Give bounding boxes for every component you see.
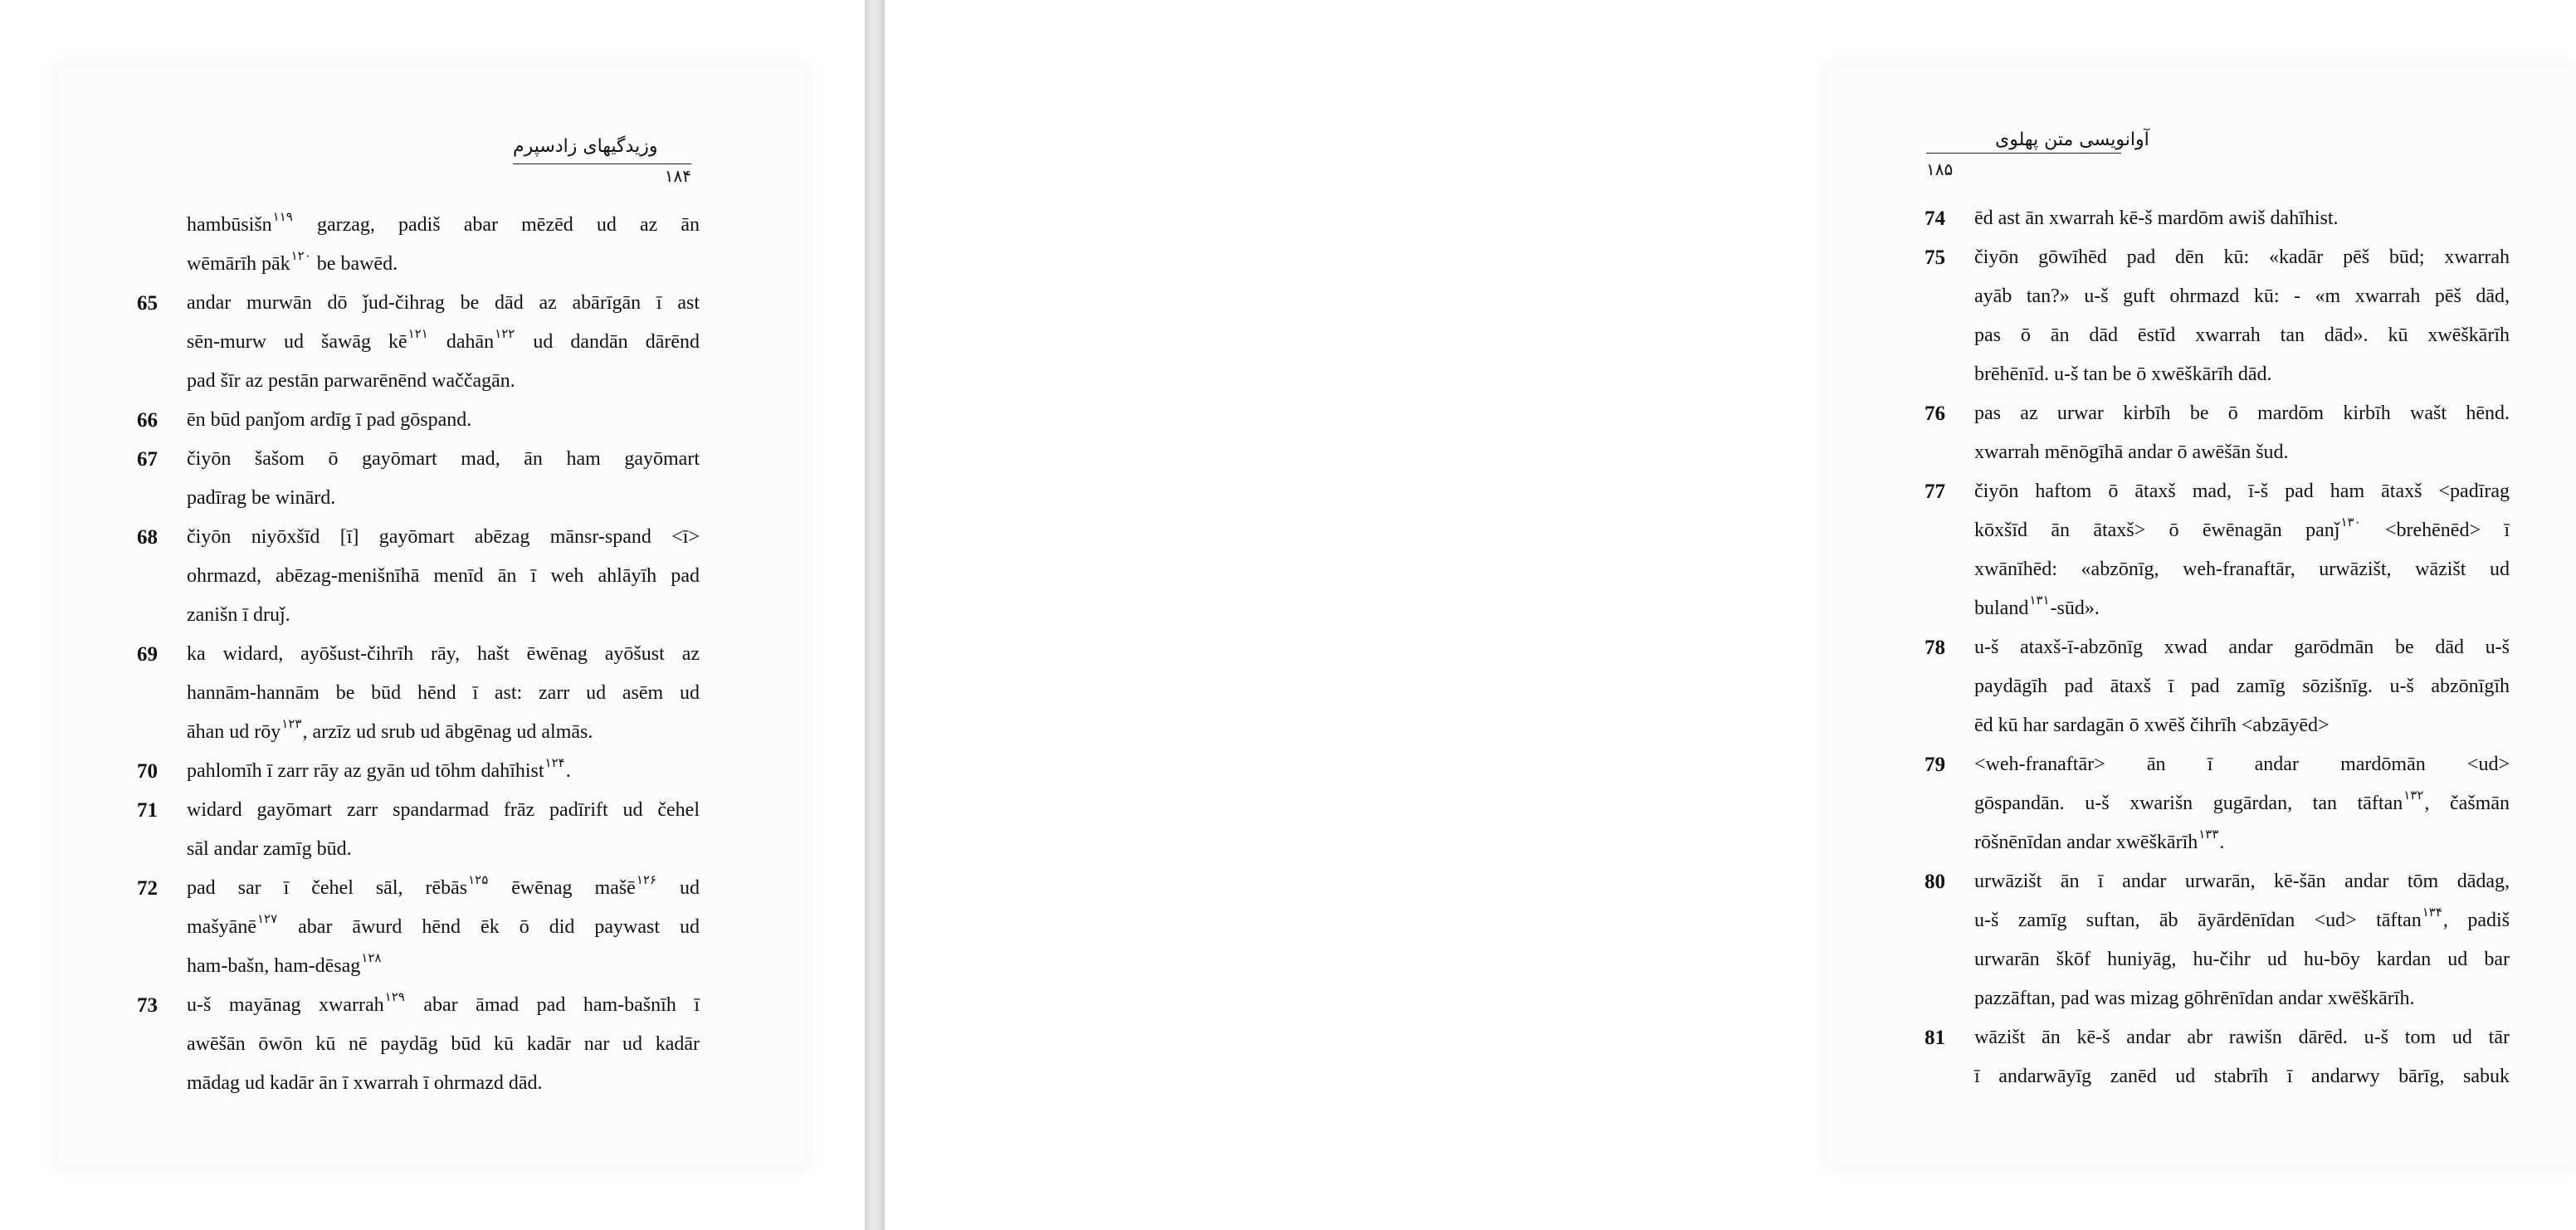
footnote-marker[interactable]: ۱۱۹ <box>272 209 293 224</box>
text-line: sāl andar zamīg būd. <box>187 838 352 860</box>
footnote-marker[interactable]: ۱۲۴ <box>544 755 565 770</box>
verse-number: 65 <box>137 292 158 315</box>
verse-number: 72 <box>137 877 158 900</box>
text-line: gōspandān. u-š xwarišn gugārdan, tan tāftan$^{۱۳۲}$, čašmān <box>1974 788 2510 814</box>
text-line: pad šīr az pestān parwarēnēnd waččagān. <box>187 370 515 392</box>
text-line: āhan ud rōy$^{۱۲۳}$, arzīz ud srub ud ābgēnag ud almās. <box>187 716 593 743</box>
verse-number: 73 <box>137 994 158 1017</box>
text-line: padīrag be winārd. <box>187 487 336 509</box>
text-line: xwarrah mēnōgīhā andar ō awēšān šud. <box>1974 442 2289 463</box>
footnote-marker[interactable]: ۱۲۰ <box>290 248 311 263</box>
footnote-marker[interactable]: ۱۳۲ <box>2403 788 2424 803</box>
text-line: u-š ataxš-ī-abzōnīg xwad andar garōdmān be dād u-š <box>1974 637 2510 658</box>
text-line: sēn-murw ud šawāg kē$^{۱۲۱}$ dahān$^{۱۲۲}$ ud dandān dārēnd <box>187 326 700 353</box>
text-line: pas ō ān dād ēstīd xwarrah tan dād». kū xwēškārīh <box>1974 325 2510 346</box>
text-line: mašyānē$^{۱۲۷}$ abar āwurd hēnd ēk ō did paywast ud <box>187 911 700 938</box>
verse-number: 74 <box>1925 207 1945 230</box>
verse-number: 70 <box>137 760 158 783</box>
verse-number: 80 <box>1925 871 1945 893</box>
text-line: paydāgīh pad ātaxš ī pad zamīg sōzišnīg. u-š abzōnīgīh <box>1974 676 2510 697</box>
footnote-marker[interactable]: ۱۳۳ <box>2198 827 2219 842</box>
right-page-scan <box>1829 66 2576 1166</box>
footnote-marker[interactable]: ۱۲۱ <box>407 326 428 341</box>
text-line: wēmārīh pāk$^{۱۲۰}$ be bawēd. <box>187 248 398 275</box>
footnote-marker[interactable]: ۱۲۸ <box>361 950 382 965</box>
text-line: pas az urwar kirbīh be ō mardōm kirbīh wašt hēnd. <box>1974 403 2510 424</box>
text-line: čiyōn haftom ō ātaxš mad, ī-š pad ham ātaxš <padīrag <box>1974 481 2510 502</box>
text-line: hannām-hannām be būd hēnd ī ast: zarr ud asēm ud <box>187 682 700 704</box>
verse-number: 78 <box>1925 637 1945 659</box>
footnote-marker[interactable]: ۱۲۹ <box>384 989 405 1004</box>
text-line: awēšān ōwōn kū nē paydāg būd kū kadār nar ud kadār <box>187 1033 700 1055</box>
text-line: u-š mayānag xwarrah$^{۱۲۹}$ abar āmad pad ham-bašnīh ī <box>187 989 700 1016</box>
right-header-rule <box>1926 153 2121 154</box>
verse-number: 77 <box>1925 481 1945 503</box>
text-line: ka widard, ayōšust-čihrīh rāy, hašt ēwēnag ayōšust az <box>187 643 700 665</box>
verse-number: 67 <box>137 448 158 471</box>
verse-number: 79 <box>1925 754 1945 776</box>
footnote-marker[interactable]: ۱۳۰ <box>2340 515 2361 530</box>
text-line: u-š zamīg suftan, āb āyārdēnīdan <ud> tāftan$^{۱۳۴}$, padiš <box>1974 905 2510 931</box>
text-line: brēhēnīd. u-š tan be ō xwēškārīh dād. <box>1974 364 2272 385</box>
text-line: hambūsišn$^{۱۱۹}$ garzag, padiš abar mēzēd ud az ān <box>187 209 700 236</box>
footnote-marker[interactable]: ۱۲۵ <box>468 872 489 887</box>
footnote-marker[interactable]: ۱۲۳ <box>281 716 302 731</box>
footnote-marker[interactable]: ۱۲۲ <box>495 326 515 341</box>
verse-number: 71 <box>137 799 158 822</box>
verse-number: 68 <box>137 526 158 549</box>
left-page-number: ۱۸۴ <box>664 166 691 186</box>
text-line: ēn būd panǰom ardīg ī pad gōspand. <box>187 409 472 431</box>
text-line: čiyōn niyōxšīd [ī] gayōmart abēzag mānsr-spand <ī> <box>187 526 700 548</box>
left-running-head: وزیدگیهای زادسپرم <box>513 136 658 157</box>
footnote-marker[interactable]: ۱۳۴ <box>2422 905 2442 920</box>
text-line: zanišn ī druǰ. <box>187 604 290 626</box>
text-line: čiyōn gōwīhēd pad dēn kū: «kadār pēš būd; xwarrah <box>1974 246 2510 268</box>
text-line: pad sar ī čehel sāl, rēbās$^{۱۲۵}$ ēwēnag mašē$^{۱۲۶}$ ud <box>187 872 700 899</box>
text-line: rōšnēnīdan andar xwēškārīh$^{۱۳۳}$. <box>1974 827 2225 853</box>
text-line: widard gayōmart zarr spandarmad frāz padīrift ud čehel <box>187 799 700 821</box>
text-line: pazzāftan, pad was mizag gōhrēnīdan andar xwēškārīh. <box>1974 988 2415 1009</box>
text-line: buland$^{۱۳۱}$-sūd». <box>1974 593 2100 619</box>
right-page <box>885 0 2510 1230</box>
footnote-marker[interactable]: ۱۲۶ <box>636 872 657 887</box>
text-line: urwarān škōf huniyāg, hu-čihr ud hu-bōy kardan ud bar <box>1974 949 2510 970</box>
right-page-number: ۱۸۵ <box>1926 159 1954 179</box>
text-line: kōxšīd ān ātaxš> ō ēwēnagān panǰ$^{۱۳۰}$ <brehēnēd> ī <box>1974 515 2510 541</box>
right-running-head: آوانویسی متن پهلوی <box>1995 129 2149 150</box>
verse-number: 75 <box>1925 246 1945 269</box>
text-line: ēd kū har sardagān ō xwēš čihrīh <abzāyēd> <box>1974 715 2330 736</box>
verse-number: 76 <box>1925 403 1945 425</box>
verse-number: 66 <box>137 409 158 432</box>
text-line: <weh-franaftār> ān ī andar mardōmān <ud> <box>1974 754 2510 775</box>
text-line: ēd ast ān xwarrah kē-š mardōm awiš dahīhist. <box>1974 207 2339 229</box>
text-line: wāzišt ān kē-š andar abr rawišn dārēd. u-š tom ud tār <box>1974 1027 2510 1048</box>
text-line: urwāzišt ān ī andar urwarān, kē-šān andar tōm dādag, <box>1974 871 2510 892</box>
left-page <box>0 0 865 1230</box>
text-line: pahlomīh ī zarr rāy az gyān ud tōhm dahīhist$^{۱۲۴}$. <box>187 755 571 782</box>
text-line: mādag ud kadār ān ī xwarrah ī ohrmazd dād. <box>187 1072 543 1094</box>
text-line: ohrmazd, abēzag-menišnīhā menīd ān ī weh ahlāyīh pad <box>187 565 700 587</box>
page-gutter <box>865 0 885 1230</box>
footnote-marker[interactable]: ۱۲۷ <box>256 911 278 926</box>
text-line: ayāb tan?» u-š guft ohrmazd kū: - «m xwarrah pēš dād, <box>1974 286 2510 307</box>
verse-number: 69 <box>137 643 158 666</box>
text-line: ham-bašn, ham-dēsag$^{۱۲۸}$ <box>187 950 382 977</box>
text-line: xwānīhēd: «abzōnīg, weh-franaftār, urwāzišt, wāzišt ud <box>1974 559 2510 580</box>
text-line: ī andarwāyīg zanēd ud stabrīh ī andarwy bārīg, sabuk <box>1974 1066 2510 1087</box>
text-line: čiyōn šašom ō gayōmart mad, ān ham gayōmart <box>187 448 700 470</box>
left-page-scan <box>58 66 805 1166</box>
text-line: andar murwān dō ǰud-čihrag be dād az abārīgān ī ast <box>187 292 700 314</box>
footnote-marker[interactable]: ۱۳۱ <box>2029 593 2050 608</box>
verse-number: 81 <box>1925 1027 1945 1049</box>
